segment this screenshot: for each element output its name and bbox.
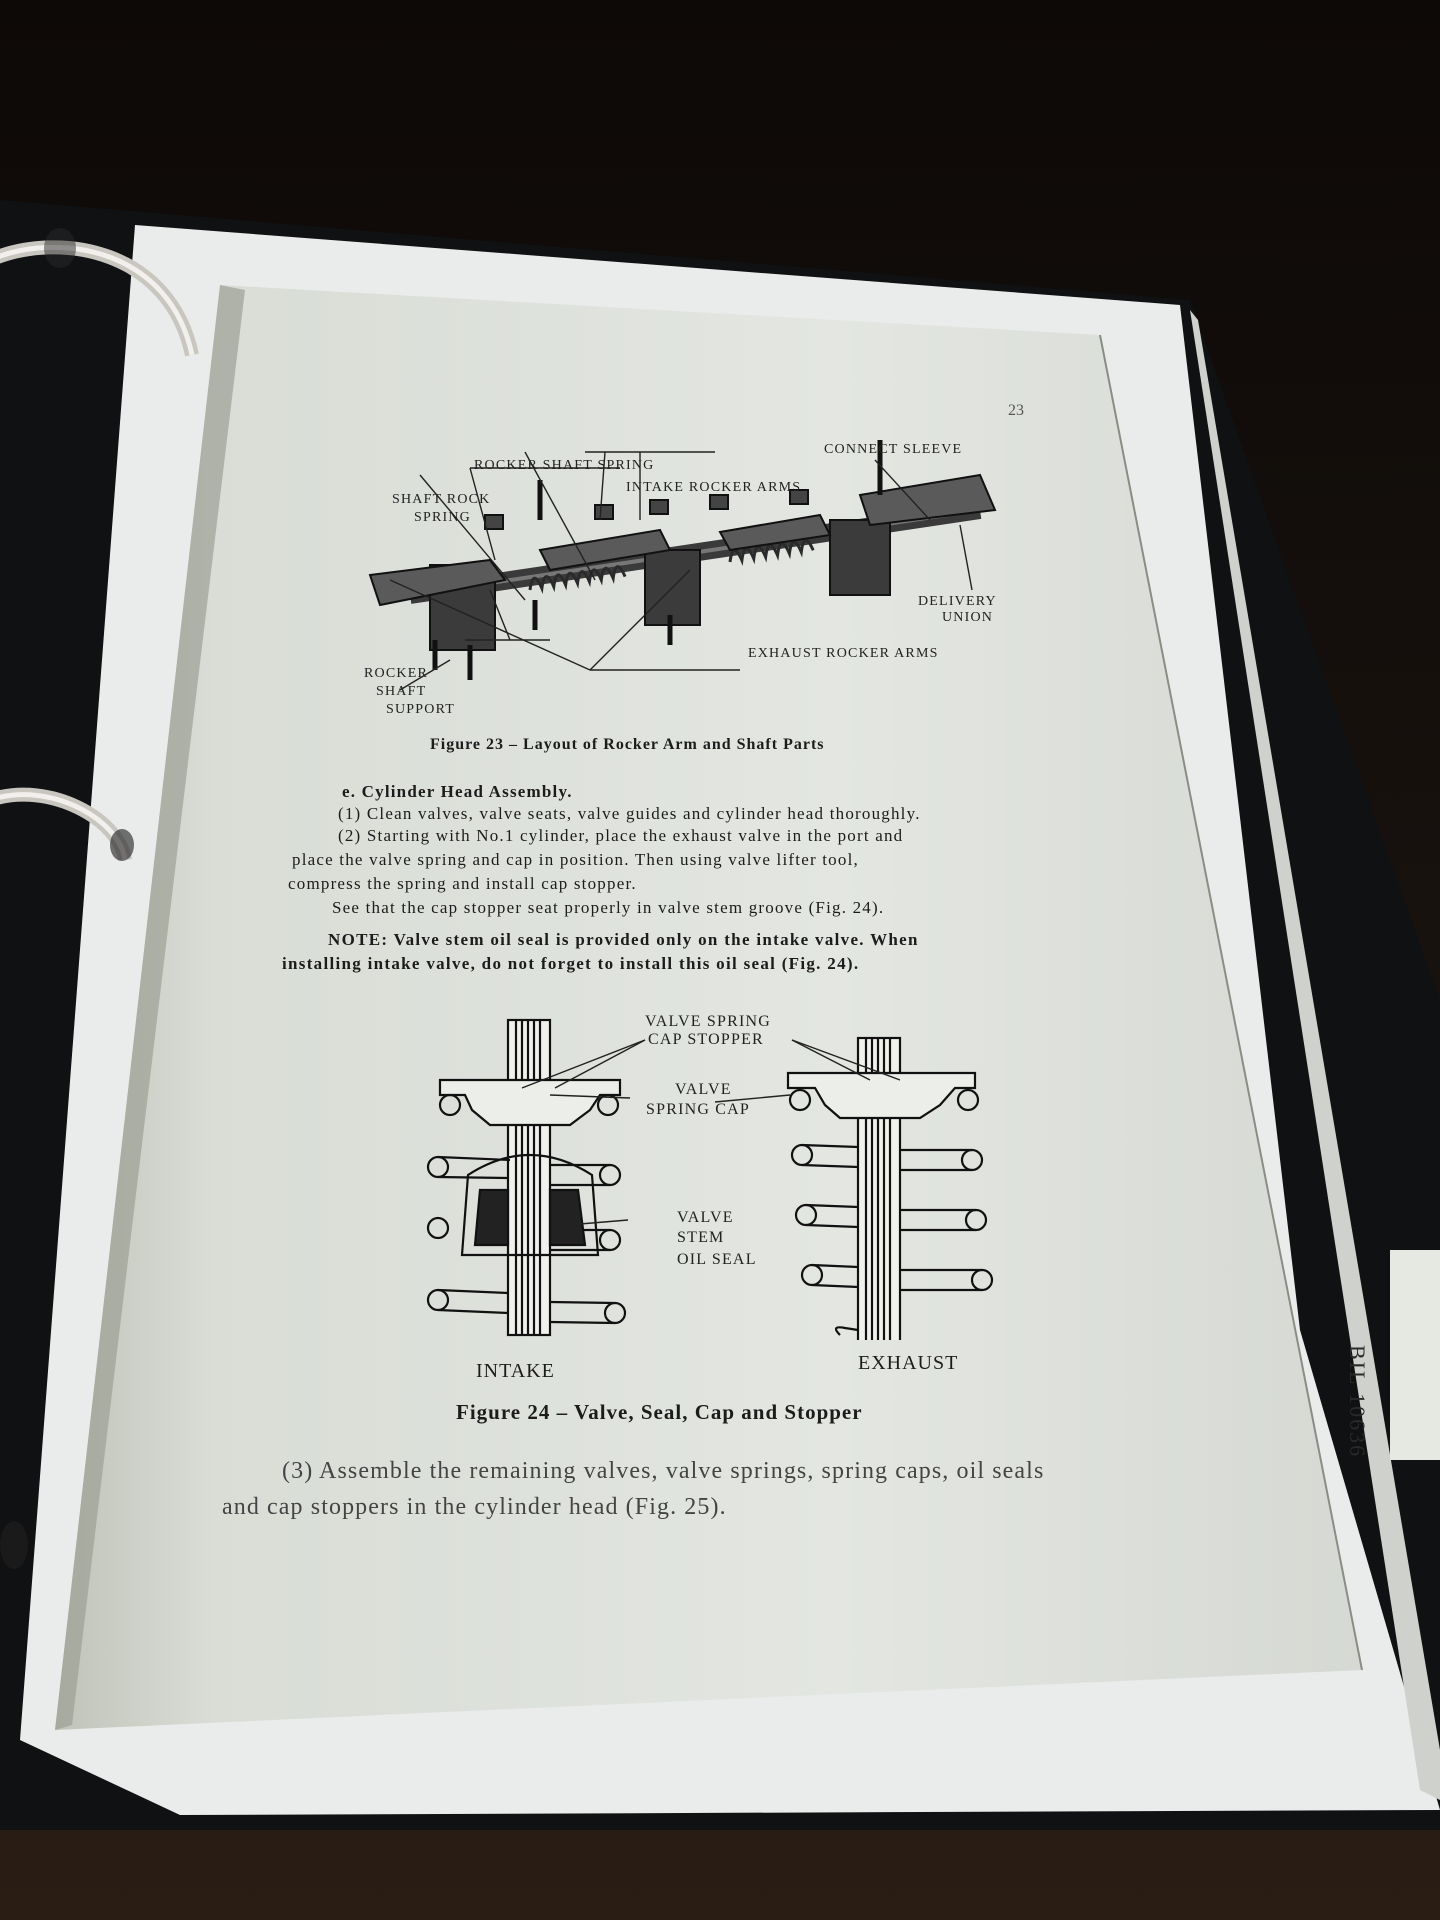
label-valve-spring-cap-stopper-1: VALVE SPRING: [645, 1013, 771, 1030]
page-number: 23: [1008, 402, 1024, 419]
label-rocker-shaft-spring: ROCKER SHAFT SPRING: [474, 458, 655, 473]
valve-illustration: [420, 1010, 1020, 1340]
label-valve-stem-oil-seal-1: VALVE: [677, 1209, 734, 1226]
label-rocker-shaft-support-1: ROCKER: [364, 666, 428, 681]
label-rocker-shaft-support-2: SHAFT: [376, 684, 427, 699]
step-3-line-2: and cap stoppers in the cylinder head (Fig. 25).: [222, 1494, 727, 1520]
label-delivery-union-2: UNION: [942, 610, 994, 625]
label-delivery-union-1: DELIVERY: [918, 594, 997, 609]
label-intake: INTAKE: [476, 1360, 555, 1382]
step-2-line-1: (2) Starting with No.1 cylinder, place the exhaust valve in the port and: [338, 826, 904, 845]
see-line: See that the cap stopper seat properly in valve stem groove (Fig. 24).: [332, 898, 885, 917]
figure-23-caption: Figure 23 – Layout of Rocker Arm and Shaft Parts: [430, 736, 825, 753]
note-line-1: NOTE: Valve stem oil seal is provided only on the intake valve. When: [328, 930, 919, 949]
label-shaft-rock-spring-1: SHAFT ROCK: [392, 492, 491, 507]
label-valve-spring-cap-1: VALVE: [675, 1081, 732, 1098]
label-exhaust: EXHAUST: [858, 1352, 959, 1374]
label-exhaust-rocker-arms: EXHAUST ROCKER ARMS: [748, 646, 939, 661]
step-1-text: (1) Clean valves, valve seats, valve guides and cylinder head thoroughly.: [338, 804, 921, 823]
step-2-line-2: place the valve spring and cap in position. Then using valve lifter tool,: [292, 850, 859, 869]
label-rocker-shaft-support-3: SUPPORT: [386, 702, 456, 717]
note-line-2: installing intake valve, do not forget to install this oil seal (Fig. 24).: [282, 954, 860, 973]
label-valve-stem-oil-seal-2: STEM: [677, 1229, 725, 1246]
step-3-line-1: (3) Assemble the remaining valves, valve springs, spring caps, oil seals: [282, 1458, 1045, 1484]
label-intake-rocker-arms: INTAKE ROCKER ARMS: [626, 480, 802, 495]
step-2-line-3: compress the spring and install cap stopper.: [288, 874, 637, 893]
figure-24-caption: Figure 24 – Valve, Seal, Cap and Stopper: [456, 1400, 863, 1424]
label-valve-spring-cap-stopper-2: CAP STOPPER: [648, 1031, 764, 1048]
side-tab-label: BIL 10636: [1345, 1345, 1370, 1459]
label-valve-spring-cap-2: SPRING CAP: [646, 1101, 751, 1118]
section-heading: e. Cylinder Head Assembly.: [342, 782, 573, 801]
label-valve-stem-oil-seal-3: OIL SEAL: [677, 1251, 757, 1268]
label-shaft-rock-spring-2: SPRING: [414, 510, 471, 525]
label-connect-sleeve: CONNECT SLEEVE: [824, 442, 963, 457]
